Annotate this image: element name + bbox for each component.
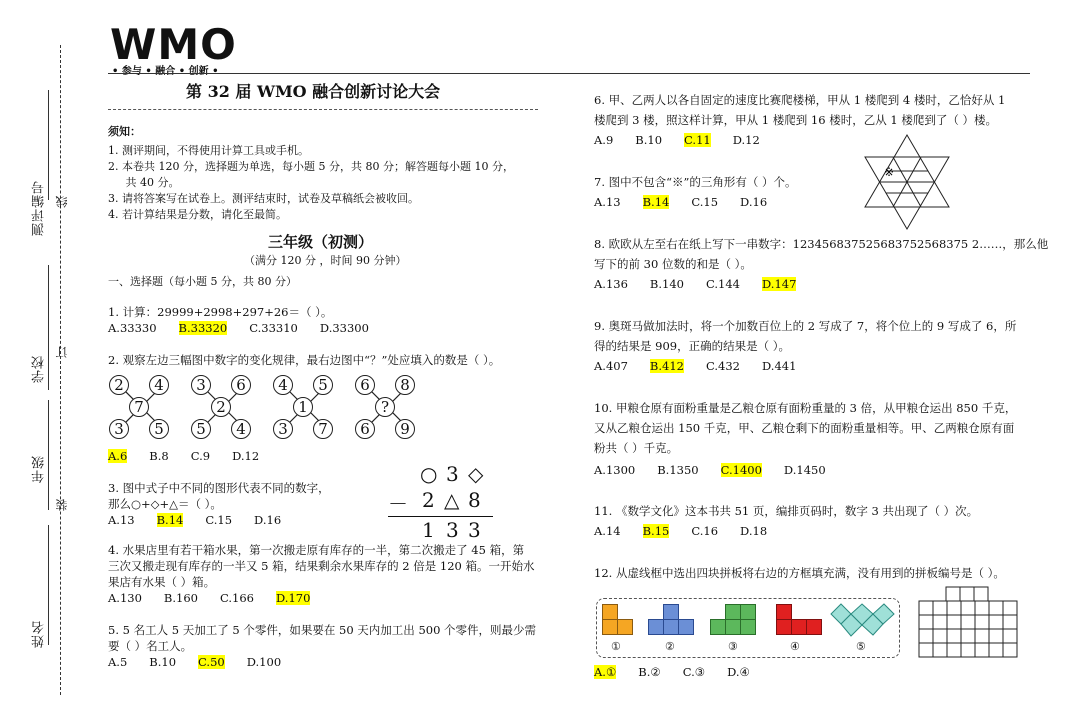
q3-eq-r2-1: 2 xyxy=(422,488,435,512)
q6-option-b: B.10 xyxy=(635,133,663,147)
q2-diagram xyxy=(106,372,426,442)
q4-option-c: C.166 xyxy=(219,591,254,605)
exam-title: 第 32 届 WMO 融合创新讨论大会 xyxy=(186,82,441,101)
q9-text-2: 得的结果是 909，正确的结果是（ ）。 xyxy=(594,339,791,353)
piece-cell xyxy=(791,619,807,635)
q4-text-3: 果店有水果（ ）箱。 xyxy=(108,575,216,589)
q11-option-b: B.15 xyxy=(642,524,670,538)
q2-number-circle: 5 xyxy=(191,419,211,439)
logo-slogan: • 参与 • 融合 • 创新 • xyxy=(112,66,219,77)
q8-text-2: 写下的前 30 位数的和是（ ）。 xyxy=(594,257,752,271)
q3-option-d: D.16 xyxy=(254,513,282,527)
q4-options xyxy=(108,588,332,608)
q6-option-d: D.12 xyxy=(732,133,760,147)
piece-cell xyxy=(648,619,664,635)
q3-eq-r3-1: 1 xyxy=(422,518,435,542)
q2-text: 2. 观察左边三幅图中数字的变化规律，最右边图中“？”处应填入的数是（ ）。 xyxy=(108,353,501,367)
notice-item-1: 1. 测评期间，不得使用计算工具或手机。 xyxy=(108,144,309,157)
q4-text-2: 三次又搬走现有库存的一半又 5 箱，结果剩余水果库存的 2 倍是 120 箱。一开始水 xyxy=(108,559,535,573)
piece-cell xyxy=(725,604,741,620)
q4-text-1: 4. 水果店里有若干箱水果，第一次搬走原有库存的一半，第二次搬走了 45 箱，第 xyxy=(108,543,525,557)
piece-cell xyxy=(725,619,741,635)
q1-option-c: C.33310 xyxy=(249,321,298,335)
q2-number-circle: 6 xyxy=(355,375,375,395)
q8-option-b: B.140 xyxy=(649,277,684,291)
q7-mark: ※ xyxy=(884,165,895,179)
q11-option-d: D.18 xyxy=(740,524,768,538)
q3-text-1: 3. 图中式子中不同的图形代表不同的数字， xyxy=(108,481,330,495)
q9-option-d: D.441 xyxy=(761,359,797,373)
q3-text-2: 那么○+◇+△＝（ ）。 xyxy=(108,497,222,511)
section-title: 一、选择题（每小题 5 分，共 80 分） xyxy=(108,275,297,288)
q7-option-d: D.16 xyxy=(740,195,768,209)
q6-options xyxy=(594,130,782,150)
q2-number-circle: 6 xyxy=(231,375,251,395)
q2-number-circle: 3 xyxy=(273,419,293,439)
q3-eq-r3-3: 3 xyxy=(468,518,481,542)
q10-text-1: 10. 甲粮仓原有面粉重量是乙粮仓原有面粉重量的 3 倍，从甲粮仓运出 850 千克， xyxy=(594,401,1017,415)
q3-eq-r2-2: △ xyxy=(444,488,460,512)
q10-option-a: A.1300 xyxy=(594,463,636,477)
q2-number-circle: 4 xyxy=(149,375,169,395)
score-info: （满分 120 分 ，时间 90 分钟） xyxy=(244,254,407,267)
piece-cell xyxy=(776,604,792,620)
piece-cell xyxy=(806,619,822,635)
q5-option-a: A.5 xyxy=(108,655,128,669)
q1-options xyxy=(108,318,391,338)
q3-eq-r1-1: ○ xyxy=(420,462,438,486)
title-dashed-rule xyxy=(108,109,538,110)
q11-text: 11. 《数学文化》这本书共 51 页，编排页码时，数字 3 共出现了（ ）次。 xyxy=(594,504,979,518)
q12-target-grid xyxy=(918,586,1030,658)
q2-number-circle: 1 xyxy=(293,397,313,417)
q11-option-a: A.14 xyxy=(594,524,621,538)
q10-text-2: 又从乙粮仓运出 150 千克，甲、乙粮仓剩下的面粉重量相等。甲、乙两粮仓原有面 xyxy=(594,421,1015,435)
field-exam-no: 测评编号 xyxy=(32,180,47,236)
q12-piece-5 xyxy=(830,602,896,638)
q9-text-1: 9. 奥斑马做加法时，将一个加数百位上的 2 写成了 7，将个位上的 9 写成了 6，所 xyxy=(594,319,1017,333)
q7-option-a: A.13 xyxy=(594,195,621,209)
q12-piece-label-5: ⑤ xyxy=(856,640,866,653)
q4-option-a: A.130 xyxy=(108,591,142,605)
q12-piece-label-3: ③ xyxy=(728,640,738,653)
field-name: 姓名 xyxy=(32,620,47,648)
q5-option-c: C.50 xyxy=(198,655,225,669)
q5-option-b: B.10 xyxy=(149,655,177,669)
q2-number-circle: 7 xyxy=(129,397,149,417)
q2-number-circle: 8 xyxy=(395,375,415,395)
q12-option-c: C.③ xyxy=(682,665,706,679)
binding-ding-word: 订 xyxy=(55,345,69,358)
q11-option-c: C.16 xyxy=(691,524,719,538)
q12-option-b: B.② xyxy=(638,665,661,679)
q6-text-1: 6. 甲、乙两人以各自固定的速度比赛爬楼梯，甲从 1 楼爬到 4 楼时，乙恰好从 1 xyxy=(594,93,1006,107)
q5-options xyxy=(108,652,303,672)
q2-number-circle: 2 xyxy=(109,375,129,395)
notice-title: 须知： xyxy=(108,125,141,138)
q3-option-c: C.15 xyxy=(205,513,233,527)
q2-number-circle: 4 xyxy=(231,419,251,439)
binding-line-word: 线 xyxy=(55,195,69,208)
q2-number-circle: 3 xyxy=(109,419,129,439)
q8-option-c: C.144 xyxy=(705,277,740,291)
q12-piece-label-1: ① xyxy=(611,640,621,653)
notice-item-3: 3. 请将答案写在试卷上。测评结束时，试卷及草稿纸会被收回。 xyxy=(108,192,419,205)
q2-options xyxy=(108,446,281,466)
q10-option-d: D.1450 xyxy=(783,463,826,477)
header-rule xyxy=(108,73,1030,74)
q3-eq-rule xyxy=(388,516,493,517)
q9-option-c: C.432 xyxy=(705,359,740,373)
field-school-underline xyxy=(48,265,49,390)
q5-option-d: D.100 xyxy=(246,655,282,669)
q2-number-circle: 9 xyxy=(395,419,415,439)
q2-number-circle: 5 xyxy=(149,419,169,439)
q11-options xyxy=(594,521,789,541)
q8-option-a: A.136 xyxy=(594,277,628,291)
grade-title: 三年级（初测） xyxy=(268,233,374,251)
notice-item-4: 4. 若计算结果是分数，请化至最简。 xyxy=(108,208,287,221)
q1-option-a: A.33330 xyxy=(108,321,157,335)
q2-option-b: B.8 xyxy=(149,449,169,463)
q9-options xyxy=(594,356,818,376)
piece-cell xyxy=(710,619,726,635)
q3-eq-r1-2: 3 xyxy=(446,462,459,486)
q10-option-c: C.1400 xyxy=(720,463,762,477)
q2-number-circle: 2 xyxy=(211,397,231,417)
piece-cell xyxy=(663,619,679,635)
q3-option-b: B.14 xyxy=(156,513,184,527)
field-grade: 年级 xyxy=(32,455,47,483)
q8-option-d: D.147 xyxy=(761,277,797,291)
q1-option-d: D.33300 xyxy=(319,321,369,335)
piece-cell xyxy=(602,619,618,635)
q2-number-circle: 5 xyxy=(313,375,333,395)
q6-option-c: C.11 xyxy=(684,133,711,147)
q10-option-b: B.1350 xyxy=(657,463,699,477)
piece-cell xyxy=(617,619,633,635)
q6-option-a: A.9 xyxy=(594,133,614,147)
field-exam-no-underline xyxy=(48,90,49,200)
q10-options xyxy=(594,460,848,480)
q3-eq-r2-3: 8 xyxy=(468,488,481,512)
logo: WMO xyxy=(110,20,237,69)
piece-cell xyxy=(740,619,756,635)
q2-number-circle: 7 xyxy=(313,419,333,439)
piece-cell xyxy=(776,619,792,635)
q7-text: 7. 图中不包含“※”的三角形有（ ）个。 xyxy=(594,175,797,189)
binding-zhuang-word: 装 xyxy=(55,498,69,511)
q7-options xyxy=(594,192,789,212)
q8-options xyxy=(594,274,818,294)
q2-number-circle: ? xyxy=(375,397,395,417)
field-grade-underline xyxy=(48,400,49,510)
q3-eq-minus: － xyxy=(388,492,408,516)
q8-text-1: 8. 欧欧从左至右在纸上写下一串数字：123456837525683752568375 2……，那么他 xyxy=(594,237,1049,251)
piece-cell xyxy=(663,604,679,620)
q7-star-figure xyxy=(862,133,952,231)
q6-text-2: 楼爬到 3 楼，照这样计算，甲从 1 楼爬到 16 楼时，乙从 1 楼爬到了（ ）楼。 xyxy=(594,113,997,127)
piece-cell xyxy=(602,604,618,620)
q4-option-d: D.170 xyxy=(275,591,311,605)
q2-option-a: A.6 xyxy=(108,449,128,463)
q12-option-a: A.① xyxy=(594,665,617,679)
q3-eq-r3-2: 3 xyxy=(446,518,459,542)
q2-number-circle: 4 xyxy=(273,375,293,395)
q10-text-3: 粉共（ ）千克。 xyxy=(594,441,679,455)
q4-option-b: B.160 xyxy=(163,591,198,605)
field-school: 学校 xyxy=(32,355,47,383)
q7-option-c: C.15 xyxy=(691,195,719,209)
piece-cell xyxy=(740,604,756,620)
q9-option-b: B.412 xyxy=(649,359,684,373)
q1-text: 1. 计算：29999+2998+297+26＝（ ）。 xyxy=(108,305,333,319)
field-name-underline xyxy=(48,525,49,645)
notice-item-2-cont: 共 40 分。 xyxy=(108,176,180,189)
q3-option-a: A.13 xyxy=(108,513,135,527)
q3-options xyxy=(108,510,303,530)
q3-eq-r1-3: ◇ xyxy=(468,462,484,486)
q12-piece-label-2: ② xyxy=(665,640,675,653)
q3-equation xyxy=(388,462,498,542)
notice-item-2: 2. 本卷共 120 分，选择题为单选，每小题 5 分，共 80 分；解答题每小题 10 分， xyxy=(108,160,514,173)
binding-dashed-line xyxy=(60,45,61,695)
q5-text-2: 要（ ）名工人。 xyxy=(108,639,193,653)
q7-option-b: B.14 xyxy=(642,195,670,209)
q2-number-circle: 3 xyxy=(191,375,211,395)
q12-option-d: D.④ xyxy=(727,665,750,679)
piece-cell xyxy=(678,619,694,635)
q2-option-c: C.9 xyxy=(190,449,211,463)
q1-option-b: B.33320 xyxy=(178,321,228,335)
q12-options xyxy=(594,662,772,682)
q2-number-circle: 6 xyxy=(355,419,375,439)
q12-text: 12. 从虚线框中选出四块拼板将右边的方框填充满，没有用到的拼板编号是（ ）。 xyxy=(594,566,1005,580)
q5-text-1: 5. 5 名工人 5 天加工了 5 个零件，如果要在 50 天内加工出 500 个零件，则最少需 xyxy=(108,623,537,637)
q2-option-d: D.12 xyxy=(232,449,260,463)
q9-option-a: A.407 xyxy=(594,359,628,373)
q12-piece-label-4: ④ xyxy=(790,640,800,653)
